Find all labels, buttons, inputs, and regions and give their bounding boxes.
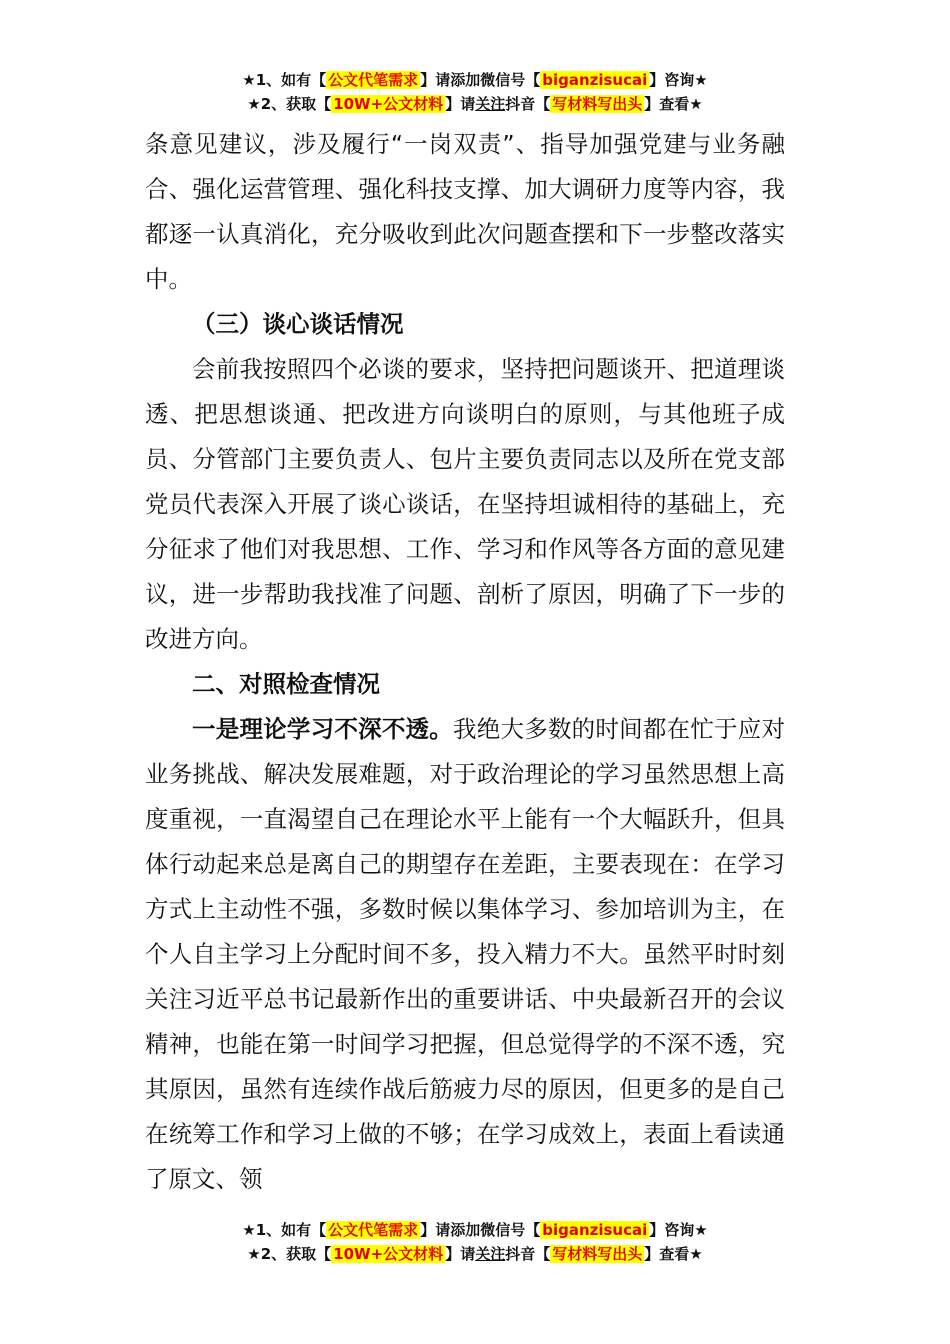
banner-highlight: biganzisucai xyxy=(542,71,648,89)
paragraph-theory-study xyxy=(145,707,785,1202)
paragraph-continuation: 条意见建议，涉及履行“一岗双责”、指导加强党建与业务融合、强化运营管理、强化科技支撑、加大调研力度等内容，我都逐一认真消化，充分吸收到此次问题查摆和下一步整改落实中。 xyxy=(145,130,785,293)
banner-highlight: 公文代笔需求 xyxy=(328,71,419,89)
banner-text: 抖音【 xyxy=(505,95,551,113)
banner-underlined: 关注 xyxy=(475,1245,506,1263)
banner-text: ★2、获取【 xyxy=(247,1245,332,1263)
paragraph-lead-bold: 一是理论学习不深不透。 xyxy=(192,715,454,743)
paragraph-talks: 会前我按照四个必谈的要求，坚持把问题谈开、把道理谈透、把思想谈通、把改进方向谈明白的原则，与其他班子成员、分管部门主要负责人、包片主要负责同志以及所在党支部党员代表深入开展了谈心谈话，在坚持坦诚相待的基础上，充分征求了他们对我思想、工作、学习和作风等各方面的意见建议，进一步帮助我找准了问题、剖析了原因，明确了下一步的改进方向。 xyxy=(145,355,785,653)
header-banner xyxy=(0,68,950,116)
banner-text: ★1、如有【 xyxy=(242,71,327,89)
banner-text: ★1、如有【 xyxy=(242,1221,327,1239)
banner-line-2 xyxy=(0,92,950,116)
banner-line-2 xyxy=(0,1242,950,1266)
paragraph-text: 我绝大多数的时间都在忙于应对业务挑战、解决发展难题，对于政治理论的学习虽然思想上高度重视，一直渴望自己在理论水平上能有一个大幅跃升，但具体行动起来总是离自己的期望存在差距，主要表现在：在学习方式上主动性不强，多数时候以集体学习、参加培训为主，在个人自主学习上分配时间不多，投入精力不大。虽然平时时刻关注习近平总书记最新作出的重要讲话、中央最新召开的会议精神，也能在第一时间学习把握，但总觉得学的不深不透，究其原因，虽然有连续作战后筋疲力尽的原因，但更多的是自己在统筹工作和学习上做的不够；在学习成效上，表面上看读通了原文、领 xyxy=(145,715,786,1193)
banner-underlined: 关注 xyxy=(475,95,506,113)
banner-text: 】请 xyxy=(445,1245,476,1263)
banner-highlight: 写材料写出头 xyxy=(552,95,643,113)
banner-text: 】查看★ xyxy=(644,95,703,113)
footer-banner xyxy=(0,1218,950,1266)
banner-text: 】请添加微信号【 xyxy=(420,1221,541,1239)
banner-text: 】请添加微信号【 xyxy=(420,71,541,89)
section-heading-review: 二、对照检查情况 xyxy=(192,670,380,698)
banner-text: 】咨询★ xyxy=(649,71,708,89)
banner-text: 】查看★ xyxy=(644,1245,703,1263)
banner-highlight: 写材料写出头 xyxy=(552,1245,643,1263)
banner-text: ★2、获取【 xyxy=(247,95,332,113)
banner-text: 】请 xyxy=(445,95,476,113)
banner-text: 抖音【 xyxy=(505,1245,551,1263)
banner-line-1 xyxy=(0,1218,950,1242)
section-heading-talks: （三）谈心谈话情况 xyxy=(192,310,404,338)
banner-highlight: 10W+公文材料 xyxy=(333,95,444,113)
document-body xyxy=(145,122,785,1202)
banner-line-1 xyxy=(0,68,950,92)
banner-text: 】咨询★ xyxy=(649,1221,708,1239)
banner-highlight: 10W+公文材料 xyxy=(333,1245,444,1263)
banner-highlight: 公文代笔需求 xyxy=(328,1221,419,1239)
banner-highlight: biganzisucai xyxy=(542,1221,648,1239)
